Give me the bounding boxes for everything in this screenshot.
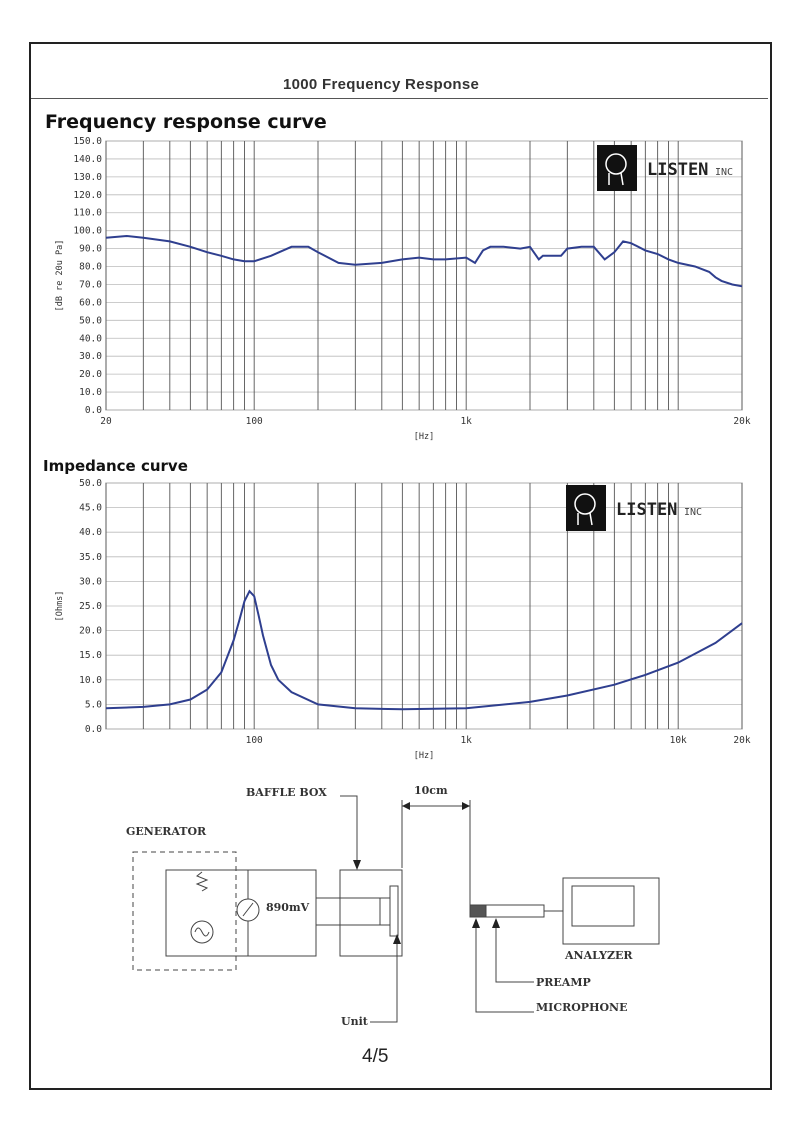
y-tick-label: 25.0 [79, 601, 102, 612]
y-axis-label: [dB re 20u Pa] [55, 239, 65, 312]
generator-label: GENERATOR [126, 825, 207, 838]
y-tick-label: 140.0 [73, 153, 102, 165]
impedance-title: Impedance curve [43, 457, 188, 475]
frequency-response-title: Frequency response curve [45, 111, 327, 133]
y-tick-label: 150.0 [73, 136, 102, 147]
y-tick-label: 10.0 [79, 674, 102, 686]
y-tick-label: 10.0 [79, 387, 102, 399]
resistor-symbol [197, 872, 207, 891]
y-tick-label: 0.0 [84, 405, 102, 416]
y-tick-label: 130.0 [73, 171, 102, 183]
x-tick-label: 100 [245, 416, 263, 427]
y-tick-label: 5.0 [84, 699, 102, 711]
analyzer-screen [572, 886, 634, 926]
y-tick-label: 40.0 [79, 527, 102, 539]
distance-label: 10cm [414, 784, 448, 797]
document-header: 1000 Frequency Response [283, 76, 480, 93]
y-tick-label: 100.0 [73, 225, 102, 237]
y-tick-label: 40.0 [79, 333, 102, 345]
analyzer-label: ANALYZER [565, 949, 633, 962]
y-tick-label: 35.0 [79, 551, 102, 563]
voltage-label: 890mV [266, 901, 310, 914]
x-tick-label: 20 [100, 416, 112, 427]
microphone-label: MICROPHONE [536, 1001, 628, 1014]
y-tick-label: 0.0 [84, 724, 102, 735]
x-tick-label: 20k [733, 416, 751, 427]
preamp-label: PREAMP [536, 976, 591, 989]
microphone [470, 905, 486, 917]
y-tick-label: 60.0 [79, 297, 102, 309]
logo-suffix: INC [684, 507, 703, 518]
y-tick-label: 50.0 [79, 315, 102, 327]
x-axis-label: [Hz] [413, 751, 435, 760]
unit-label: Unit [341, 1015, 368, 1028]
y-tick-label: 20.0 [79, 625, 102, 637]
y-tick-label: 70.0 [79, 279, 102, 291]
page-number: 4/5 [362, 1046, 389, 1067]
preamp [486, 905, 544, 917]
baffle-box [340, 870, 402, 956]
analyzer-box [563, 878, 659, 944]
logo-brand: LISTEN [647, 160, 709, 180]
y-tick-label: 15.0 [79, 650, 102, 662]
speaker-unit [380, 898, 390, 925]
y-tick-label: 80.0 [79, 261, 102, 273]
x-tick-label: 10k [669, 735, 687, 746]
logo-brand: LISTEN [616, 500, 678, 520]
baffle-box-label: BAFFLE BOX [246, 786, 327, 799]
y-tick-label: 110.0 [73, 207, 102, 219]
logo-suffix: INC [715, 167, 734, 178]
x-tick-label: 20k [733, 735, 751, 746]
x-tick-label: 100 [245, 735, 263, 746]
y-tick-label: 45.0 [79, 502, 102, 514]
y-tick-label: 30.0 [79, 351, 102, 363]
y-tick-label: 30.0 [79, 576, 102, 588]
y-tick-label: 120.0 [73, 189, 102, 201]
y-tick-label: 20.0 [79, 369, 102, 381]
y-tick-label: 90.0 [79, 243, 102, 255]
x-tick-label: 1k [460, 416, 472, 427]
x-tick-label: 1k [460, 735, 472, 746]
x-axis-label: [Hz] [413, 432, 435, 442]
y-axis-label: [Ohms] [55, 590, 65, 622]
y-tick-label: 50.0 [79, 478, 102, 489]
